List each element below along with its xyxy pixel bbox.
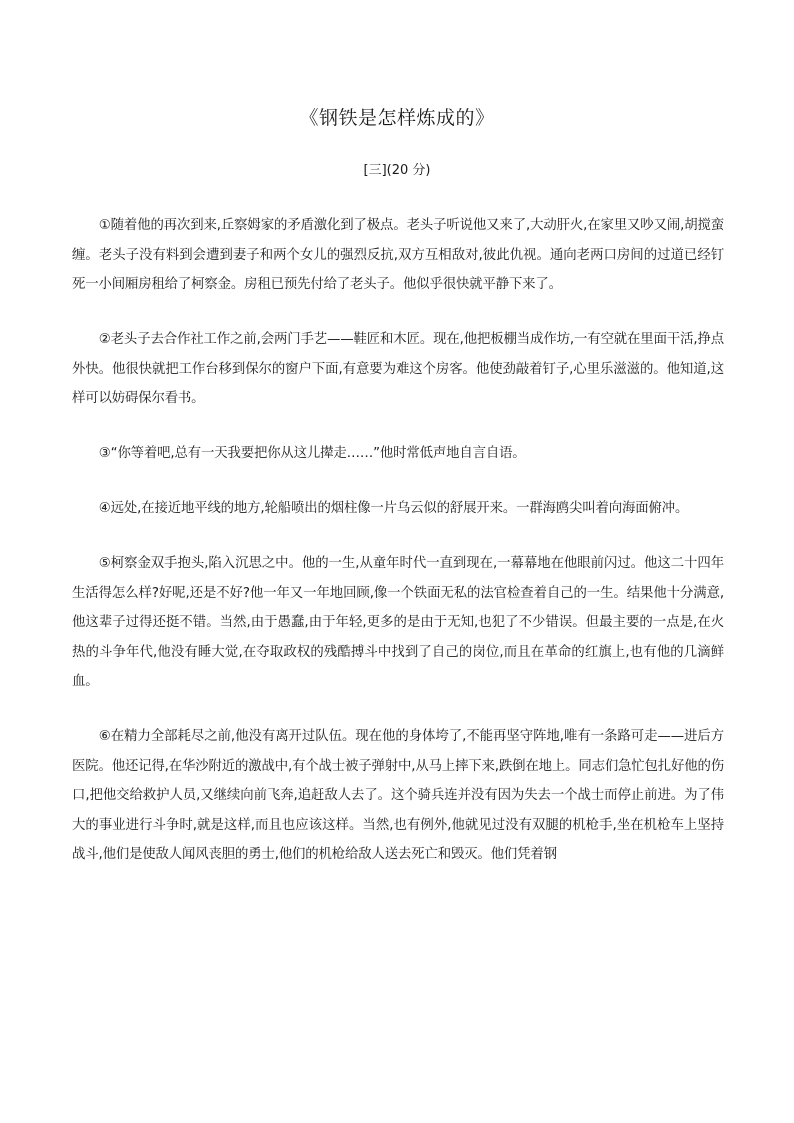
paragraph-4: ④远处,在接近地平线的地方,轮船喷出的烟柱像一片乌云似的舒展开来。一群海鸥尖叫着向海面俯冲。 bbox=[98, 501, 689, 516]
paragraph-3: ③“你等着吧,总有一天我要把你从这儿撵走……”他时常低声地自言自语。 bbox=[98, 446, 526, 461]
paragraph-2: ②老头子去合作社工作之前,会两门手艺——鞋匠和木匠。现在,他把板棚当成作坊,一有空就在里面干活,挣点外快。他很快就把工作台移到保尔的窗户下面,有意要为难这个房客。他使劲敲着钉子,心里乐滋滋的。他知道,这样可以妨碍保尔看书。 bbox=[72, 332, 724, 406]
paragraph-1: ①随着他的再次到来,丘察姆家的矛盾激化到了极点。老头子听说他又来了,大动肝火,在家里又吵又闹,胡搅蛮缠。老头子没有料到会遭到妻子和两个女儿的强烈反抗,双方互相敌对,彼此仇视。通向老两口房间的过道已经钉死一小间厢房租给了柯察金。房租已预先付给了老头子。他似乎很快就平静下来了。 bbox=[72, 218, 724, 292]
document-body bbox=[72, 211, 724, 870]
paragraph-5: ⑤柯察金双手抱头,陷入沉思之中。他的一生,从童年时代一直到现在,一幕幕地在他眼前闪过。他这二十四年生活得怎么样?好呢,还是不好?他一年又一年地回顾,像一个铁面无私的法官检查着自己的一生。结果他十分满意,他这辈子过得还挺不错。当然,由于愚蠢,由于年轻,更多的是由于无知,也犯了不少错误。但最主要的一点是,在火热的斗争年代,他没有睡大觉,在夺取政权的残酷搏斗中找到了自己的岗位,而且在革命的红旗上,也有他的几滴鲜血。 bbox=[72, 556, 724, 689]
paragraph-6: ⑥在精力全部耗尽之前,他没有离开过队伍。现在他的身体垮了,不能再坚守阵地,唯有一条路可走——进后方医院。他还记得,在华沙附近的激战中,有个战士被子弹射中,从马上摔下来,跌倒在地上。同志们急忙包扎好他的伤口,把他交给救护人员,又继续向前飞奔,追赶敌人去了。这个骑兵连并没有因为失去一个战士而停止前进。为了伟大的事业进行斗争时,就是这样,而且也应该这样。当然,也有例外,他就见过没有双腿的机枪手,坐在机枪车上坚持战斗,他们是使敌人闻风丧胆的勇士,他们的机枪给敌人送去死亡和毁灭。他们凭着钢 bbox=[72, 729, 724, 862]
document-title: 《钢铁是怎样炼成的》 bbox=[299, 107, 495, 129]
section-heading: [三](20 分) bbox=[363, 163, 431, 178]
